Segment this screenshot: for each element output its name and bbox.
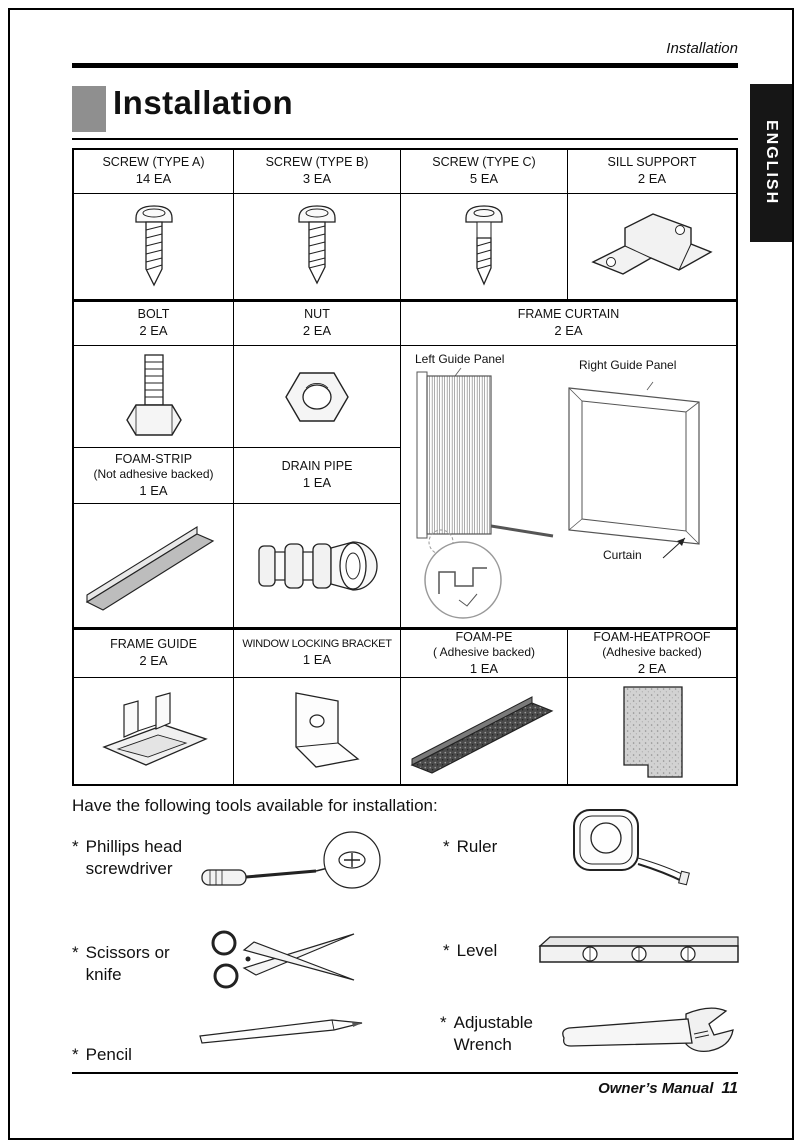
part-name: SILL SUPPORT — [607, 154, 697, 169]
language-tab-english: ENGLISH — [750, 84, 792, 242]
tool-label: Phillips head screwdriver — [85, 837, 183, 879]
bullet: * — [440, 1013, 447, 1032]
screw-type-b-icon — [290, 201, 344, 293]
part-header-screw-type-c — [401, 150, 568, 194]
foam-heatproof-image — [568, 678, 736, 784]
part-qty: 2 EA — [302, 323, 332, 339]
bullet: * — [443, 837, 450, 856]
title-rule — [72, 138, 738, 140]
part-qty: 5 EA — [469, 171, 499, 187]
part-qty: 1 EA — [302, 652, 332, 668]
tool-label: Level — [456, 941, 498, 960]
part-qty: 2 EA — [139, 323, 168, 339]
part-header-foam-heatproof — [568, 628, 736, 678]
part-header-frame-guide — [74, 628, 234, 678]
frame-curtain-left-label: Left Guide Panel — [415, 352, 505, 366]
header-rule — [72, 63, 738, 68]
tool-label: Adjustable Wrench — [453, 1013, 534, 1055]
tape-measure-icon — [552, 806, 692, 894]
part-qty: 14 EA — [135, 171, 172, 187]
part-qty: 2 EA — [554, 323, 583, 339]
sill-support-image — [568, 194, 736, 300]
part-header-nut — [234, 300, 401, 346]
bolt-icon — [123, 349, 185, 445]
frame-guide-image — [74, 678, 234, 784]
tool-item-adjustable-wrench — [440, 1012, 554, 1056]
part-name: BOLT — [137, 306, 170, 321]
part-qty: 1 EA — [139, 482, 168, 498]
tool-label: Scissors or knife — [85, 943, 170, 985]
bullet: * — [72, 1045, 79, 1064]
part-name: WINDOW LOCKING BRACKET — [242, 637, 392, 650]
title-marker — [72, 86, 106, 132]
bullet: * — [443, 941, 450, 960]
part-name: FRAME GUIDE — [110, 636, 197, 651]
scissors-icon — [196, 928, 361, 994]
foam-heatproof-icon — [602, 681, 702, 781]
frame-guide-icon — [94, 685, 214, 777]
foam-strip-icon — [79, 510, 229, 622]
drain-pipe-image — [234, 504, 401, 628]
footer-label: Owner’s Manual — [598, 1080, 714, 1097]
parts-table — [72, 148, 738, 786]
tool-label: Pencil — [85, 1045, 132, 1064]
part-header-foam-pe — [401, 628, 568, 678]
window-locking-bracket-icon — [262, 685, 372, 777]
screw-type-c-icon — [459, 202, 509, 292]
part-qty: 2 EA — [637, 171, 667, 187]
screw-type-b-image — [234, 194, 401, 300]
part-header-sill-support — [568, 150, 736, 194]
page-title: Installation — [113, 84, 294, 121]
screw-type-c-image — [401, 194, 568, 300]
part-name: FOAM-STRIP — [114, 451, 193, 466]
footer-rule — [72, 1072, 738, 1074]
part-qty: 1 EA — [469, 660, 499, 676]
running-header: Installation — [666, 40, 738, 57]
foam-strip-image — [74, 504, 234, 628]
part-name: SCREW (TYPE C) — [432, 154, 536, 169]
part-header-frame-curtain — [401, 300, 736, 346]
part-subtext: ( Adhesive backed) — [432, 645, 536, 660]
tool-label: Ruler — [456, 837, 498, 856]
bullet: * — [72, 943, 79, 962]
part-qty: 3 EA — [302, 171, 332, 187]
part-name: FOAM-PE — [455, 629, 513, 644]
part-name: SCREW (TYPE B) — [265, 154, 369, 169]
nut-image — [234, 346, 401, 448]
level-icon — [534, 930, 744, 972]
part-name: FOAM-HEATPROOF — [593, 629, 711, 644]
window-locking-bracket-image — [234, 678, 401, 784]
footer-page-number: 11 — [721, 1080, 738, 1097]
part-qty: 1 EA — [302, 475, 332, 491]
screw-type-a-image — [74, 194, 234, 300]
frame-curtain-image — [401, 346, 736, 628]
frame-curtain-right-label: Right Guide Panel — [579, 358, 677, 372]
part-subtext: (Adhesive backed) — [602, 645, 702, 660]
screwdriver-icon — [198, 828, 393, 900]
foam-pe-icon — [404, 681, 564, 781]
nut-icon — [281, 366, 353, 428]
bullet: * — [72, 837, 79, 856]
wrench-icon — [558, 1004, 748, 1060]
tools-intro: Have the following tools available for installation: — [72, 796, 438, 815]
footer — [598, 1080, 738, 1098]
part-name: SCREW (TYPE A) — [102, 154, 205, 169]
part-header-screw-type-a — [74, 150, 234, 194]
screw-type-a-icon — [127, 201, 181, 293]
part-header-drain-pipe — [234, 448, 401, 504]
part-name: NUT — [304, 306, 330, 321]
part-name: DRAIN PIPE — [281, 458, 353, 473]
tool-item-pencil — [72, 1044, 132, 1066]
part-qty: 2 EA — [139, 653, 168, 669]
drain-pipe-icon — [247, 522, 387, 610]
foam-pe-image — [401, 678, 568, 784]
part-subtext: (Not adhesive backed) — [93, 467, 214, 482]
tool-item-ruler — [443, 836, 497, 858]
part-qty: 2 EA — [637, 660, 667, 676]
part-name: FRAME CURTAIN — [517, 306, 620, 321]
tool-item-level — [443, 940, 497, 962]
bolt-image — [74, 346, 234, 448]
tool-item-scissors — [72, 942, 181, 986]
frame-curtain-curtain-label: Curtain — [603, 548, 642, 562]
sill-support-icon — [587, 204, 717, 290]
part-header-screw-type-b — [234, 150, 401, 194]
part-header-window-locking-bracket — [234, 628, 401, 678]
part-header-foam-strip — [74, 448, 234, 504]
pencil-icon — [192, 1010, 372, 1052]
frame-curtain-icon — [401, 346, 736, 628]
part-header-bolt — [74, 300, 234, 346]
